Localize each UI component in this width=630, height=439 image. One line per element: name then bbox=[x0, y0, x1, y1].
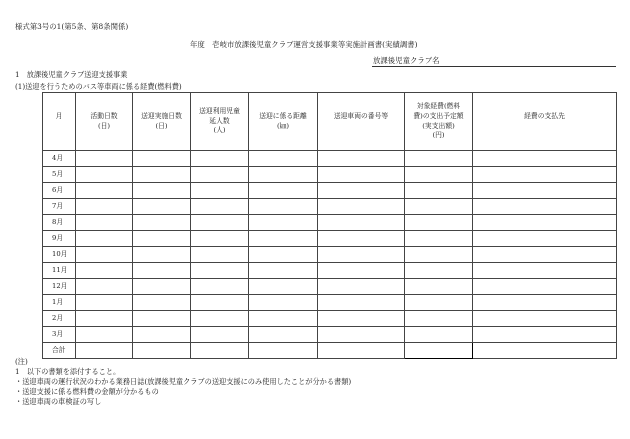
cell-transport-days bbox=[133, 199, 191, 215]
month-label: 10月 bbox=[43, 247, 76, 263]
cell-children-count bbox=[191, 327, 249, 343]
cell-working-days bbox=[76, 215, 133, 231]
header-text: 送迎に係る距離 bbox=[259, 111, 307, 120]
month-label: 7月 bbox=[43, 199, 76, 215]
cell-children-count bbox=[191, 151, 249, 167]
table-row bbox=[43, 231, 617, 247]
cell-payee bbox=[473, 263, 617, 279]
header-text: 月 bbox=[55, 111, 63, 120]
cell-fuel-cost bbox=[405, 327, 473, 343]
notes-bullet: ・送迎車両の車検証の写し bbox=[15, 397, 102, 406]
table-row bbox=[43, 263, 617, 279]
header-text: (日) bbox=[97, 121, 111, 130]
cell-distance bbox=[249, 247, 318, 263]
cell-vehicle-number bbox=[318, 199, 405, 215]
cell-payee bbox=[473, 279, 617, 295]
cell-children-count bbox=[191, 311, 249, 327]
cell-vehicle-number bbox=[318, 167, 405, 183]
month-label: 9月 bbox=[43, 231, 76, 247]
cell-fuel-cost bbox=[405, 215, 473, 231]
header-transport-days bbox=[133, 93, 191, 151]
cell-working-days bbox=[76, 279, 133, 295]
cell-distance bbox=[249, 167, 318, 183]
header-text bbox=[473, 122, 616, 132]
cell-transport-days bbox=[133, 263, 191, 279]
notes-item-1: 1 以下の書類を添付すること。 bbox=[15, 367, 121, 376]
header-text: 送迎車両の番号等 bbox=[333, 111, 389, 120]
cell-fuel-cost bbox=[405, 343, 473, 359]
document-title: 年度 壱岐市放課後児童クラブ運営支援事業等実施計画書(実績調書) bbox=[190, 40, 418, 49]
month-label: 4月 bbox=[43, 151, 76, 167]
header-text: (人) bbox=[213, 126, 226, 135]
header-working-days bbox=[76, 93, 133, 151]
cell-children-count bbox=[191, 247, 249, 263]
cell-working-days bbox=[76, 151, 133, 167]
header-text: 経費の支払先 bbox=[524, 111, 565, 120]
cell-payee bbox=[473, 151, 617, 167]
cell-transport-days bbox=[133, 247, 191, 263]
month-label: 6月 bbox=[43, 183, 76, 199]
cell-vehicle-number bbox=[318, 247, 405, 263]
cell-fuel-cost bbox=[405, 151, 473, 167]
table-row bbox=[43, 295, 617, 311]
cell-payee bbox=[473, 247, 617, 263]
cell-vehicle-number bbox=[318, 151, 405, 167]
total-label: 合計 bbox=[43, 343, 76, 359]
month-label: 8月 bbox=[43, 215, 76, 231]
header-payee bbox=[473, 93, 617, 151]
header-text: 送迎実施日数 bbox=[141, 111, 182, 120]
header-text: 送迎利用児童 bbox=[199, 106, 240, 115]
cell-vehicle-number bbox=[318, 295, 405, 311]
month-label: 3月 bbox=[43, 327, 76, 343]
header-text: (㎞) bbox=[276, 121, 290, 130]
cell-distance bbox=[249, 199, 318, 215]
cell-transport-days bbox=[133, 231, 191, 247]
cell-vehicle-number bbox=[318, 183, 405, 199]
header-text: (実支出額) bbox=[422, 121, 455, 130]
cell-working-days bbox=[76, 263, 133, 279]
cell-payee bbox=[473, 215, 617, 231]
fuel-cost-table bbox=[42, 92, 617, 359]
notes-label: (注) bbox=[15, 357, 28, 366]
club-name-line bbox=[372, 66, 616, 67]
header-children-count bbox=[191, 93, 249, 151]
cell-working-days bbox=[76, 167, 133, 183]
header-text bbox=[43, 122, 75, 132]
cell-fuel-cost bbox=[405, 279, 473, 295]
header-text: (日) bbox=[155, 121, 168, 130]
cell-fuel-cost bbox=[405, 167, 473, 183]
cell-working-days bbox=[76, 231, 133, 247]
header-text: 延人数 bbox=[209, 116, 230, 125]
header-text: 費)の支出予定額 bbox=[413, 111, 464, 120]
notes bbox=[15, 357, 351, 407]
cell-distance bbox=[249, 151, 318, 167]
table-row bbox=[43, 183, 617, 199]
cell-payee bbox=[473, 199, 617, 215]
cell-distance bbox=[249, 215, 318, 231]
cell-fuel-cost bbox=[405, 183, 473, 199]
cell-working-days bbox=[76, 247, 133, 263]
cell-transport-days bbox=[133, 183, 191, 199]
cell-vehicle-number bbox=[318, 215, 405, 231]
cell-payee bbox=[473, 167, 617, 183]
table-row bbox=[43, 247, 617, 263]
cell-working-days bbox=[76, 183, 133, 199]
cell-distance bbox=[249, 279, 318, 295]
cell-transport-days bbox=[133, 279, 191, 295]
cell-vehicle-number bbox=[318, 279, 405, 295]
cell-transport-days bbox=[133, 215, 191, 231]
table-row bbox=[43, 151, 617, 167]
cell-distance bbox=[249, 263, 318, 279]
cell-children-count bbox=[191, 279, 249, 295]
table-row bbox=[43, 327, 617, 343]
table-header-row bbox=[43, 93, 617, 151]
cell-vehicle-number bbox=[318, 311, 405, 327]
header-text: 活動日数 bbox=[90, 111, 118, 120]
club-name-label: 放課後児童クラブ名 bbox=[373, 56, 440, 65]
cell-transport-days bbox=[133, 327, 191, 343]
cell-fuel-cost bbox=[405, 295, 473, 311]
cell-children-count bbox=[191, 231, 249, 247]
cell-distance bbox=[249, 311, 318, 327]
header-text: 対象経費(燃料 bbox=[416, 101, 461, 110]
month-label: 5月 bbox=[43, 167, 76, 183]
header-vehicle-number bbox=[318, 93, 405, 151]
cell-distance bbox=[249, 231, 318, 247]
cell-children-count bbox=[191, 215, 249, 231]
header-distance bbox=[249, 93, 318, 151]
cell-fuel-cost bbox=[405, 199, 473, 215]
month-label: 1月 bbox=[43, 295, 76, 311]
cell-payee bbox=[473, 183, 617, 199]
cell-fuel-cost bbox=[405, 231, 473, 247]
section-heading: 1 放課後児童クラブ送迎支援事業 bbox=[15, 70, 128, 79]
cell-children-count bbox=[191, 183, 249, 199]
table-row bbox=[43, 279, 617, 295]
header-text bbox=[318, 122, 404, 132]
cell-payee bbox=[473, 231, 617, 247]
cell-transport-days bbox=[133, 295, 191, 311]
month-label: 12月 bbox=[43, 279, 76, 295]
cell-distance bbox=[249, 327, 318, 343]
cell-vehicle-number bbox=[318, 327, 405, 343]
cell-working-days bbox=[76, 295, 133, 311]
cell-working-days bbox=[76, 311, 133, 327]
cell-working-days bbox=[76, 327, 133, 343]
cell-payee bbox=[473, 343, 617, 359]
cell-fuel-cost bbox=[405, 263, 473, 279]
header-month bbox=[43, 93, 76, 151]
cell-vehicle-number bbox=[318, 231, 405, 247]
cell-children-count bbox=[191, 167, 249, 183]
cell-payee bbox=[473, 311, 617, 327]
table-row bbox=[43, 199, 617, 215]
cell-children-count bbox=[191, 263, 249, 279]
cell-transport-days bbox=[133, 311, 191, 327]
month-label: 11月 bbox=[43, 263, 76, 279]
cell-children-count bbox=[191, 199, 249, 215]
notes-bullet: ・送迎車両の運行状況のわかる業務日誌(放課後児童クラブの送迎支援にのみ使用したことが分かる書類) bbox=[15, 377, 352, 386]
table-row bbox=[43, 215, 617, 231]
cell-payee bbox=[473, 327, 617, 343]
table-row bbox=[43, 311, 617, 327]
header-text: (円) bbox=[432, 131, 445, 140]
table-row bbox=[43, 167, 617, 183]
cell-payee bbox=[473, 295, 617, 311]
cell-distance bbox=[249, 295, 318, 311]
cell-fuel-cost bbox=[405, 247, 473, 263]
header-fuel-cost bbox=[405, 93, 473, 151]
form-number: 様式第3号の1(第5条、第8条関係) bbox=[15, 22, 129, 31]
month-label: 2月 bbox=[43, 311, 76, 327]
cell-distance bbox=[249, 183, 318, 199]
notes-bullet: ・送迎支援に係る燃料費の金額が分かるもの bbox=[15, 387, 159, 396]
cell-transport-days bbox=[133, 167, 191, 183]
cell-transport-days bbox=[133, 151, 191, 167]
cell-vehicle-number bbox=[318, 263, 405, 279]
cell-children-count bbox=[191, 295, 249, 311]
cell-working-days bbox=[76, 199, 133, 215]
cell-fuel-cost bbox=[405, 311, 473, 327]
subsection-heading: (1)送迎を行うためのバス等車両に係る経費(燃料費) bbox=[15, 82, 182, 91]
